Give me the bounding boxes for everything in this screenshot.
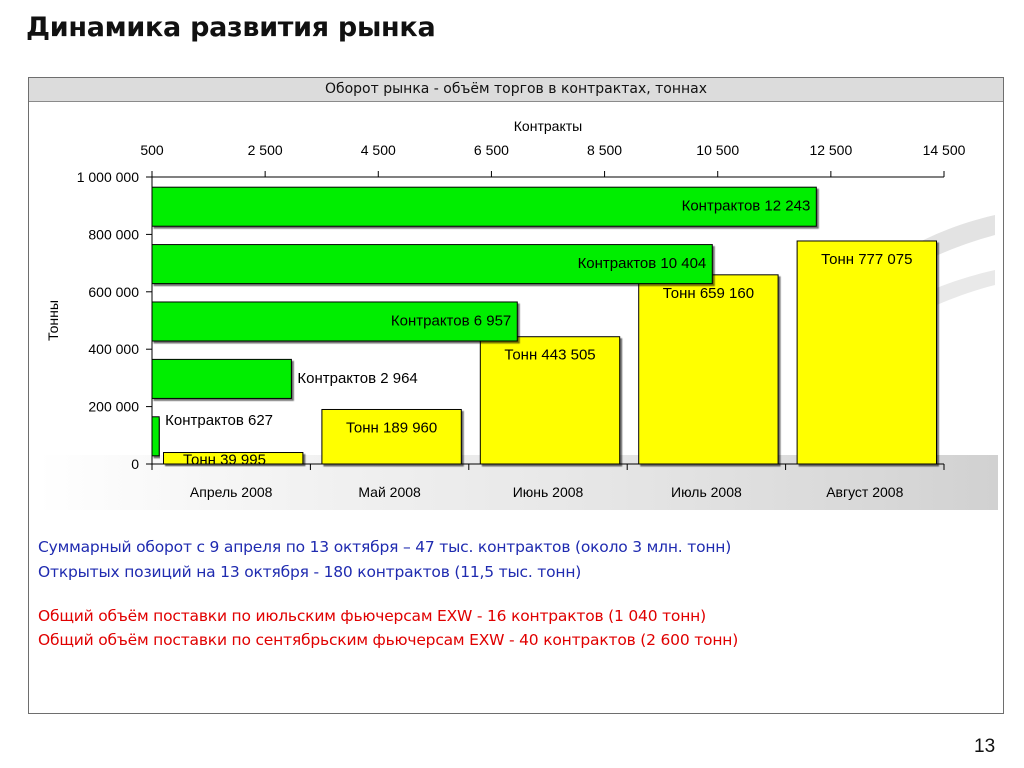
x-top-tick-label: 4 500 — [360, 142, 396, 158]
contracts-data-label: Контрактов 6 957 — [390, 312, 512, 330]
tons-data-label: Тонн 39 995 — [183, 451, 266, 469]
tons-data-label: Тонн 659 160 — [662, 284, 755, 302]
tons-data-label: Тонн 777 075 — [821, 250, 913, 268]
summary-line-september-delivery: Общий объём поставки по сентябрьским фьючерсам EXW - 40 контрактов (2 600 тонн) — [38, 631, 739, 649]
tons-bar — [322, 409, 461, 464]
y-tick-label: 800 000 — [88, 226, 139, 243]
x-category-label: Август 2008 — [826, 484, 904, 500]
x-category-label: Июнь 2008 — [512, 484, 584, 500]
contracts-bar — [152, 417, 159, 456]
x-top-axis-title: Контракты — [513, 118, 583, 134]
contracts-data-label: Контрактов 2 964 — [297, 369, 418, 387]
slide-title: Динамика развития рынка — [26, 12, 436, 43]
contracts-data-label: Контрактов 627 — [165, 411, 274, 429]
x-top-tick-label: 14 500 — [922, 142, 966, 158]
x-top-tick-label: 8 500 — [587, 142, 623, 158]
contracts-data-label: Контрактов 10 404 — [577, 255, 707, 273]
y-tick-label: 600 000 — [88, 283, 139, 300]
y-tick-label: 200 000 — [88, 398, 139, 415]
summary-line-open-positions: Открытых позиций на 13 октября - 180 контрактов (11,5 тыс. тонн) — [38, 563, 582, 581]
tons-data-label: Тонн 189 960 — [345, 419, 438, 437]
tons-data-label: Тонн 443 505 — [504, 346, 596, 364]
y-tick-label: 1 000 000 — [76, 169, 139, 185]
contracts-bar — [152, 359, 291, 398]
contracts-data-label: Контрактов 12 243 — [681, 197, 811, 215]
tons-bar — [639, 275, 778, 464]
y-axis-title: Тонны — [45, 300, 61, 341]
summary-line-july-delivery: Общий объём поставки по июльским фьючерсам EXW - 16 контрактов (1 040 тонн) — [38, 607, 706, 625]
tons-bar — [797, 241, 936, 464]
x-top-tick-label: 6 500 — [473, 142, 509, 158]
page-number: 13 — [974, 736, 996, 757]
x-top-tick-label: 12 500 — [809, 142, 853, 158]
y-tick-label: 0 — [131, 456, 139, 472]
y-tick-label: 400 000 — [88, 341, 139, 358]
panel-title: Оборот рынка - объём торгов в контрактах, тоннах — [29, 78, 1003, 102]
x-category-label: Апрель 2008 — [189, 484, 273, 500]
x-category-label: Июль 2008 — [671, 484, 742, 500]
x-top-tick-label: 2 500 — [247, 142, 283, 158]
summary-line-total: Суммарный оборот с 9 апреля по 13 октября – 47 тыс. контрактов (около 3 млн. тонн) — [38, 538, 732, 556]
x-category-label: Май 2008 — [358, 484, 421, 500]
x-top-tick-label: 10 500 — [696, 142, 740, 158]
x-top-tick-label: 500 — [140, 142, 164, 158]
